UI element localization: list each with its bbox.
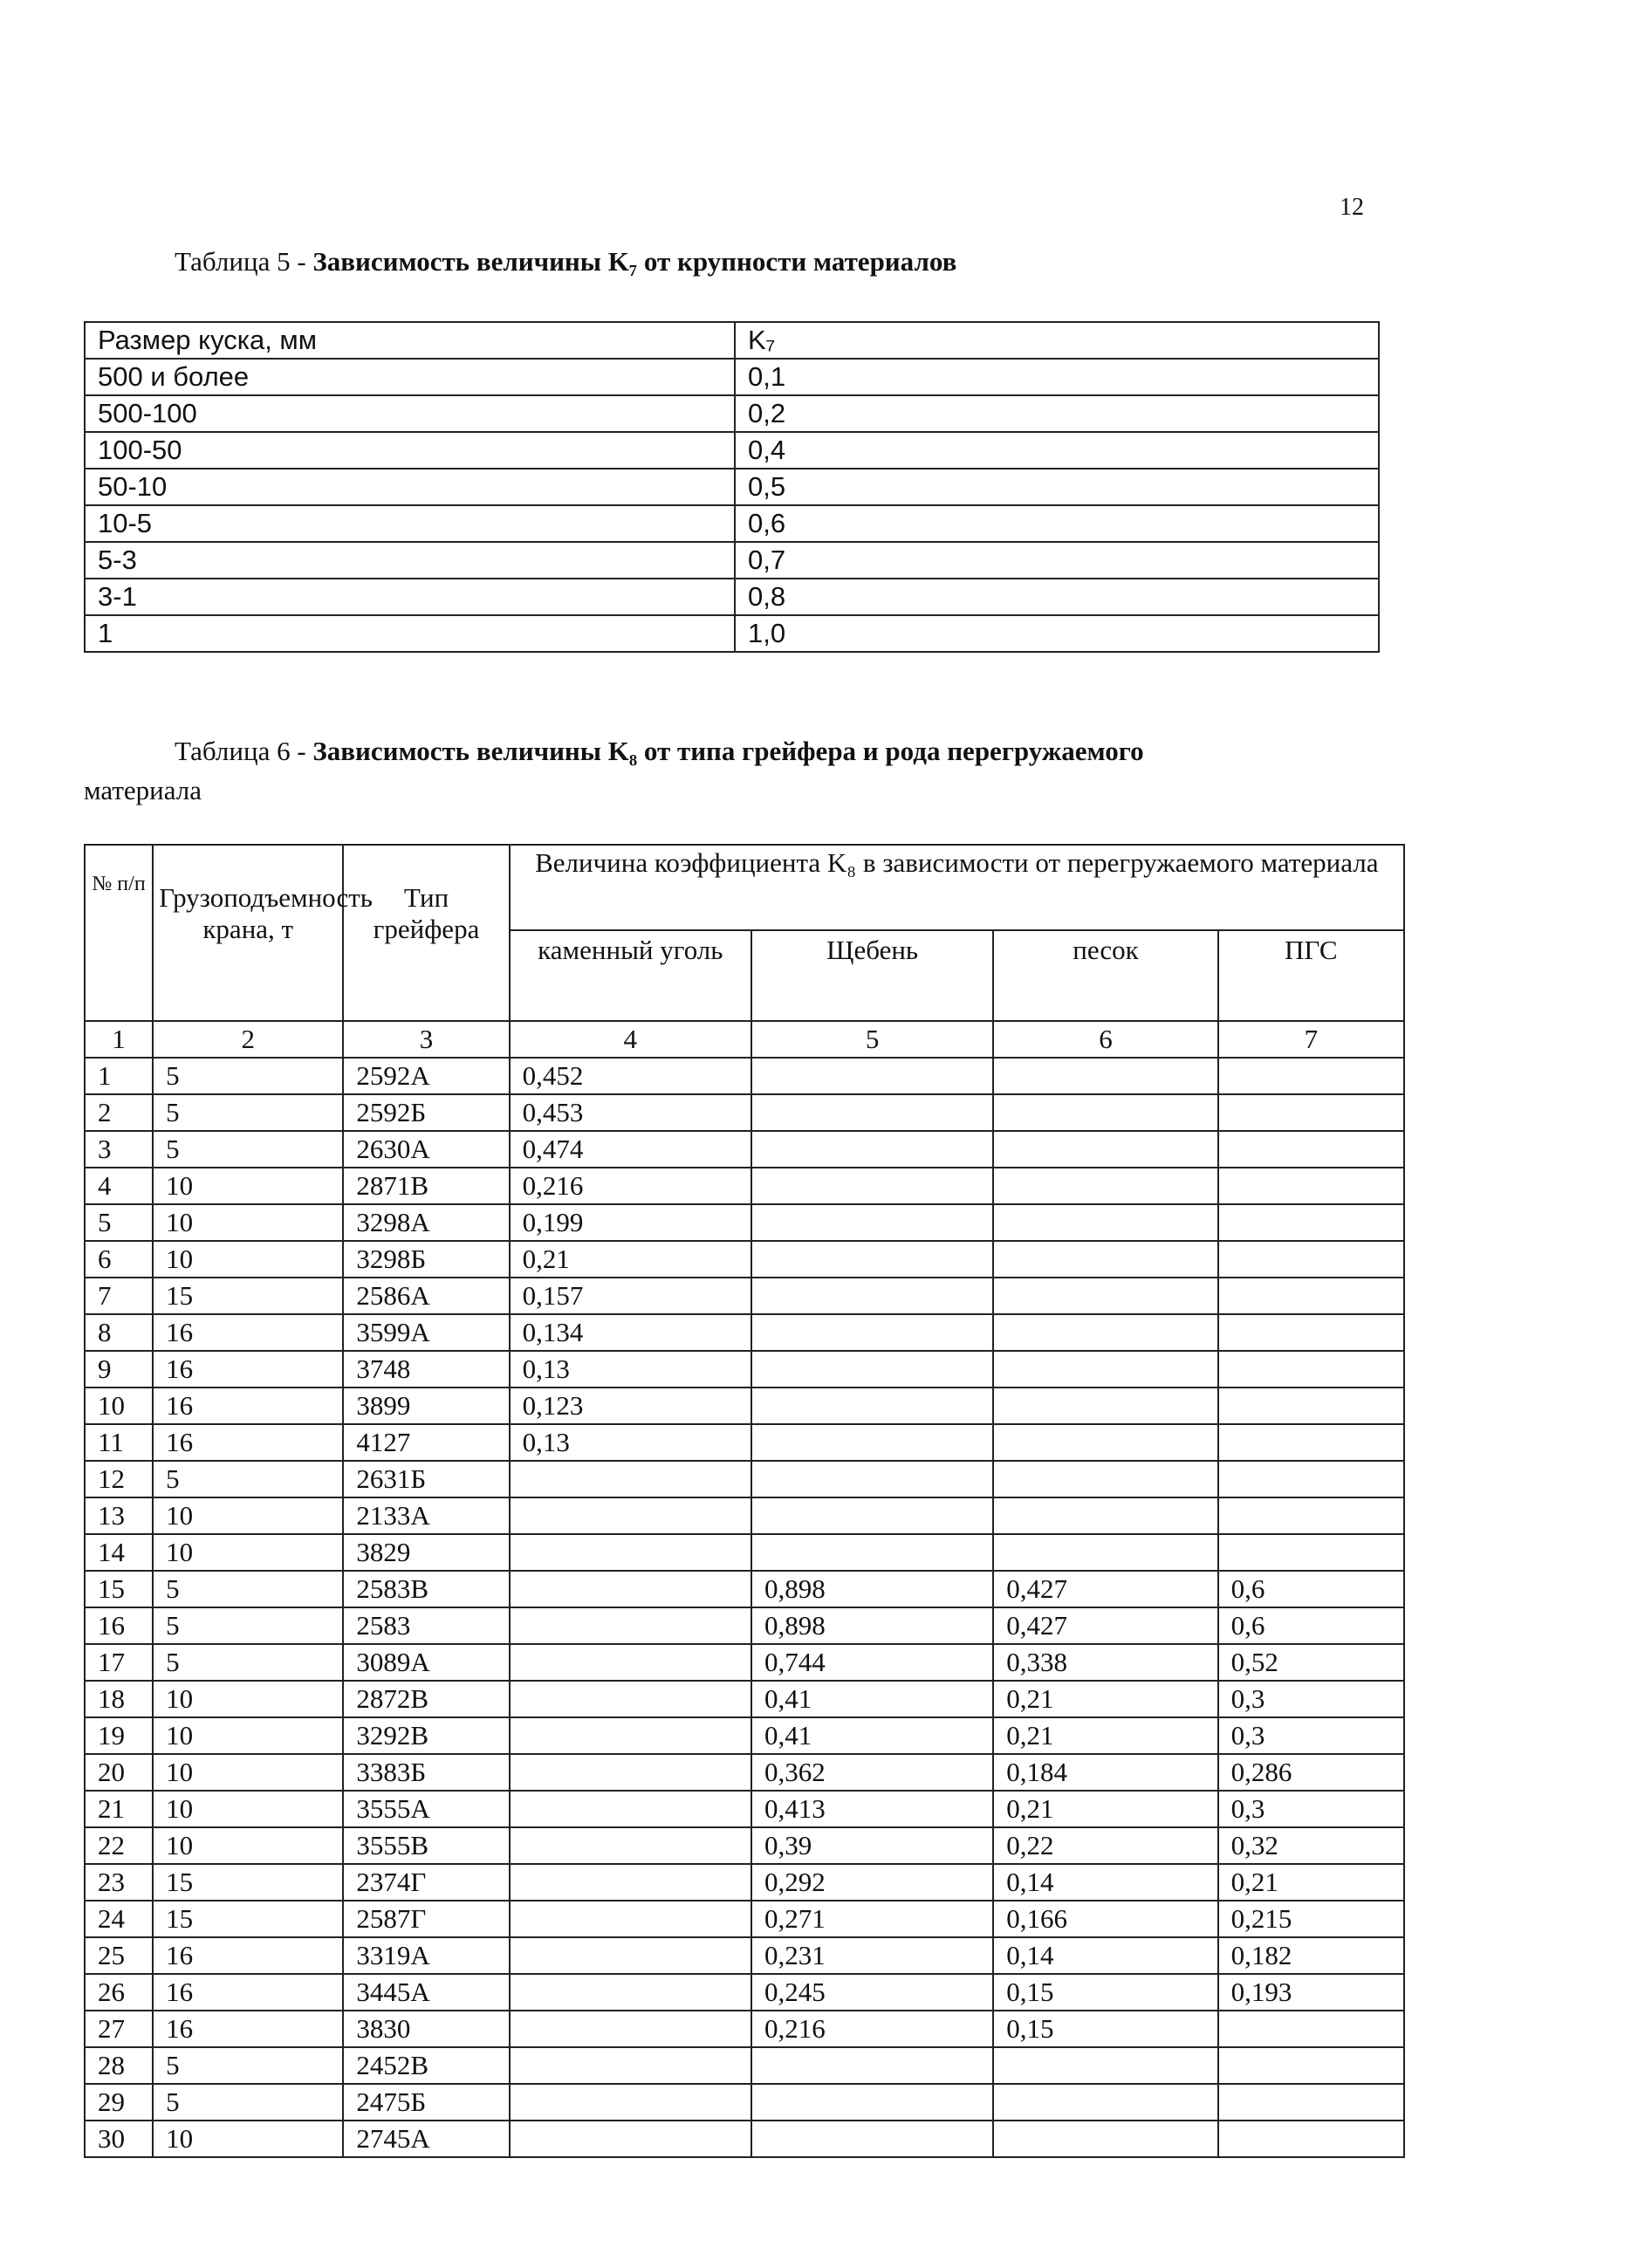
table6-cell-capacity: 10 <box>153 1204 343 1241</box>
table6-cell-num: 18 <box>85 1681 153 1717</box>
table6-cell-pgs: 0,6 <box>1218 1571 1404 1607</box>
table6-cell-coal <box>510 1864 751 1901</box>
table6-row <box>85 1717 1404 1754</box>
table6-cell-type: 3298A <box>343 1204 509 1241</box>
table6-cell-type: 3383Б <box>343 1754 509 1791</box>
table5-row <box>85 579 1379 615</box>
table6-header-num: № п/п <box>85 845 153 1021</box>
table6-cell-capacity: 5 <box>153 1607 343 1644</box>
table6-cell-coal <box>510 1571 751 1607</box>
table6-cell-pgs: 0,52 <box>1218 1644 1404 1681</box>
table6-cell-pgs: 0,3 <box>1218 1717 1404 1754</box>
table6-cell-pgs <box>1218 1241 1404 1278</box>
table6-cell-type: 2133A <box>343 1497 509 1534</box>
table6-cell-coal <box>510 1974 751 2011</box>
table6-cell-num: 12 <box>85 1461 153 1497</box>
table6-cell-pgs <box>1218 1058 1404 1094</box>
table6-cell-coal <box>510 2121 751 2157</box>
table6-cell-coal <box>510 1497 751 1534</box>
table6-cell-num: 13 <box>85 1497 153 1534</box>
table5-cell-size: 1 <box>85 615 735 652</box>
table6-cell-coal <box>510 1681 751 1717</box>
table6-cell-gravel: 0,898 <box>751 1607 993 1644</box>
table6-cell-pgs: 0,32 <box>1218 1827 1404 1864</box>
table6-cell-num: 26 <box>85 1974 153 2011</box>
table6-cell-type: 2630A <box>343 1131 509 1168</box>
table6-cell-num: 20 <box>85 1754 153 1791</box>
table6-row <box>85 1497 1404 1534</box>
table6-row <box>85 1754 1404 1791</box>
table6-cell-capacity: 5 <box>153 2084 343 2121</box>
table6-cell-coal <box>510 2047 751 2084</box>
table6-row <box>85 1534 1404 1571</box>
table5-header-row <box>85 322 1379 359</box>
table6-row <box>85 1791 1404 1827</box>
table6-cell-type: 2745A <box>343 2121 509 2157</box>
table6-cell-num: 30 <box>85 2121 153 2157</box>
table6-row <box>85 2121 1404 2157</box>
table6-cell-pgs <box>1218 1497 1404 1534</box>
table6-cell-gravel <box>751 1131 993 1168</box>
table6-cell-sand: 0,427 <box>993 1571 1217 1607</box>
table6-cell-num: 1 <box>85 1058 153 1094</box>
table6-cell-num: 19 <box>85 1717 153 1754</box>
table6-cell-pgs: 0,6 <box>1218 1607 1404 1644</box>
table6-row <box>85 2047 1404 2084</box>
table5-cell-k7: 0,8 <box>735 579 1379 615</box>
table5-row <box>85 615 1379 652</box>
table5 <box>84 321 1380 653</box>
table6-row <box>85 1571 1404 1607</box>
table6-column-number: 5 <box>751 1021 993 1058</box>
table6-cell-capacity: 16 <box>153 1351 343 1388</box>
table6-cell-coal <box>510 2084 751 2121</box>
table5-row <box>85 542 1379 579</box>
table6-cell-type: 2872B <box>343 1681 509 1717</box>
table5-row <box>85 359 1379 395</box>
table6-cell-pgs <box>1218 1131 1404 1168</box>
table6-cell-sand <box>993 1314 1217 1351</box>
table6-cell-type: 3292B <box>343 1717 509 1754</box>
table6-cell-sand: 0,21 <box>993 1681 1217 1717</box>
table6-cell-capacity: 15 <box>153 1901 343 1937</box>
table6-row <box>85 1388 1404 1424</box>
table6-cell-gravel <box>751 1094 993 1131</box>
table6-cell-sand <box>993 1058 1217 1094</box>
table6-cell-coal <box>510 1717 751 1754</box>
table5-header-k7: K₇ <box>735 322 1379 359</box>
table6-cell-type: 3599A <box>343 1314 509 1351</box>
table6-cell-pgs <box>1218 1424 1404 1461</box>
table6-cell-capacity: 10 <box>153 1497 343 1534</box>
table6-cell-pgs <box>1218 1461 1404 1497</box>
table6-cell-type: 4127 <box>343 1424 509 1461</box>
table6-cell-type: 3899 <box>343 1388 509 1424</box>
table6-cell-type: 2374Г <box>343 1864 509 1901</box>
table6-cell-sand <box>993 1534 1217 1571</box>
table6-cell-gravel: 0,41 <box>751 1681 993 1717</box>
table6-row <box>85 1241 1404 1278</box>
table5-caption-title: Зависимость величины K₇ от крупности материалов <box>312 246 957 277</box>
table6-row <box>85 1974 1404 2011</box>
table6-cell-num: 17 <box>85 1644 153 1681</box>
table5-cell-size: 100-50 <box>85 432 735 469</box>
table5-header-size: Размер куска, мм <box>85 322 735 359</box>
table5-cell-k7: 0,6 <box>735 505 1379 542</box>
table6-cell-num: 16 <box>85 1607 153 1644</box>
table6-cell-num: 21 <box>85 1791 153 1827</box>
table6-cell-type: 2475Б <box>343 2084 509 2121</box>
table6-cell-coal: 0,123 <box>510 1388 751 1424</box>
table6-cell-coal: 0,216 <box>510 1168 751 1204</box>
table6-cell-num: 15 <box>85 1571 153 1607</box>
table6-cell-capacity: 10 <box>153 1827 343 1864</box>
table6-row <box>85 1131 1404 1168</box>
table5-row <box>85 469 1379 505</box>
table6-cell-capacity: 5 <box>153 1094 343 1131</box>
table6-cell-capacity: 16 <box>153 1937 343 1974</box>
table6-row <box>85 1937 1404 1974</box>
table6-cell-gravel <box>751 1314 993 1351</box>
table6-cell-pgs <box>1218 2047 1404 2084</box>
table6-cell-type: 3829 <box>343 1534 509 1571</box>
table6-column-number: 7 <box>1218 1021 1404 1058</box>
table6-cell-num: 7 <box>85 1278 153 1314</box>
table6-cell-num: 28 <box>85 2047 153 2084</box>
table6-cell-gravel: 0,898 <box>751 1571 993 1607</box>
table6-cell-capacity: 5 <box>153 1644 343 1681</box>
table6-cell-coal <box>510 2011 751 2047</box>
table6-column-number: 4 <box>510 1021 751 1058</box>
table6-cell-gravel: 0,362 <box>751 1754 993 1791</box>
table6-cell-capacity: 10 <box>153 1717 343 1754</box>
table6-cell-num: 29 <box>85 2084 153 2121</box>
table6-cell-pgs <box>1218 1388 1404 1424</box>
table6-row <box>85 1424 1404 1461</box>
table6-cell-gravel <box>751 1241 993 1278</box>
table6-cell-sand <box>993 1351 1217 1388</box>
table6-cell-type: 3319A <box>343 1937 509 1974</box>
table6-cell-sand: 0,184 <box>993 1754 1217 1791</box>
table6-row <box>85 1351 1404 1388</box>
table6 <box>84 844 1405 2158</box>
table6-cell-capacity: 16 <box>153 1314 343 1351</box>
table6-cell-coal <box>510 1827 751 1864</box>
table6-cell-sand <box>993 2047 1217 2084</box>
table6-cell-coal: 0,199 <box>510 1204 751 1241</box>
table6-cell-num: 11 <box>85 1424 153 1461</box>
table5-cell-k7: 1,0 <box>735 615 1379 652</box>
table6-cell-pgs <box>1218 1314 1404 1351</box>
table6-cell-pgs <box>1218 1168 1404 1204</box>
table6-row <box>85 1901 1404 1937</box>
table6-cell-sand <box>993 1094 1217 1131</box>
table6-cell-pgs <box>1218 1534 1404 1571</box>
table6-cell-pgs <box>1218 1351 1404 1388</box>
table5-cell-k7: 0,1 <box>735 359 1379 395</box>
table6-cell-sand: 0,14 <box>993 1937 1217 1974</box>
table6-cell-type: 2583 <box>343 1607 509 1644</box>
table6-cell-coal: 0,13 <box>510 1424 751 1461</box>
table6-cell-pgs: 0,182 <box>1218 1937 1404 1974</box>
table6-row <box>85 1278 1404 1314</box>
table6-row <box>85 2084 1404 2121</box>
table6-cell-num: 27 <box>85 2011 153 2047</box>
table6-cell-sand <box>993 1497 1217 1534</box>
table6-cell-type: 2587Г <box>343 1901 509 1937</box>
table6-cell-coal <box>510 1901 751 1937</box>
table6-cell-num: 9 <box>85 1351 153 1388</box>
table6-cell-num: 23 <box>85 1864 153 1901</box>
table6-cell-pgs: 0,215 <box>1218 1901 1404 1937</box>
table6-cell-gravel <box>751 2047 993 2084</box>
table6-cell-gravel <box>751 1388 993 1424</box>
table6-cell-sand: 0,166 <box>993 1901 1217 1937</box>
table6-cell-num: 25 <box>85 1937 153 1974</box>
table6-cell-pgs <box>1218 2121 1404 2157</box>
table6-cell-type: 3555B <box>343 1827 509 1864</box>
table6-cell-sand <box>993 1461 1217 1497</box>
table5-row <box>85 432 1379 469</box>
table6-cell-num: 5 <box>85 1204 153 1241</box>
table6-cell-gravel <box>751 2084 993 2121</box>
table6-cell-capacity: 10 <box>153 2121 343 2157</box>
table6-caption-title: Зависимость величины K₈ от типа грейфера и рода перегружаемого <box>312 736 1144 766</box>
table6-cell-gravel <box>751 1497 993 1534</box>
table6-cell-sand <box>993 1424 1217 1461</box>
table6-column-numbers <box>85 1021 1404 1058</box>
table5-cell-k7: 0,5 <box>735 469 1379 505</box>
table6-cell-num: 2 <box>85 1094 153 1131</box>
table6-cell-sand <box>993 1131 1217 1168</box>
table6-header-sand: песок <box>993 930 1217 1021</box>
table6-cell-type: 3445A <box>343 1974 509 2011</box>
table6-cell-capacity: 15 <box>153 1278 343 1314</box>
table5-cell-k7: 0,4 <box>735 432 1379 469</box>
table6-cell-sand <box>993 1241 1217 1278</box>
table6-cell-type: 3748 <box>343 1351 509 1388</box>
table6-cell-coal <box>510 1644 751 1681</box>
table6-cell-capacity: 10 <box>153 1791 343 1827</box>
table6-cell-capacity: 5 <box>153 1058 343 1094</box>
table6-header-pgs: ПГС <box>1218 930 1404 1021</box>
table6-row <box>85 1204 1404 1241</box>
table6-cell-coal: 0,452 <box>510 1058 751 1094</box>
table6-cell-coal <box>510 1791 751 1827</box>
table5-cell-size: 50-10 <box>85 469 735 505</box>
table5-cell-k7: 0,2 <box>735 395 1379 432</box>
table6-cell-coal <box>510 1461 751 1497</box>
table6-cell-num: 14 <box>85 1534 153 1571</box>
table6-cell-num: 3 <box>85 1131 153 1168</box>
table6-cell-num: 4 <box>85 1168 153 1204</box>
table6-cell-type: 2586A <box>343 1278 509 1314</box>
table6-cell-capacity: 10 <box>153 1681 343 1717</box>
table6-cell-capacity: 5 <box>153 2047 343 2084</box>
table6-cell-sand <box>993 1204 1217 1241</box>
table6-cell-gravel <box>751 1351 993 1388</box>
table6-cell-type: 3830 <box>343 2011 509 2047</box>
table6-header-gravel: Щебень <box>751 930 993 1021</box>
table6-cell-capacity: 16 <box>153 2011 343 2047</box>
table6-cell-pgs: 0,3 <box>1218 1681 1404 1717</box>
table6-cell-coal: 0,453 <box>510 1094 751 1131</box>
table5-caption <box>175 246 956 278</box>
table6-cell-gravel <box>751 1058 993 1094</box>
table6-cell-sand: 0,427 <box>993 1607 1217 1644</box>
table6-cell-sand <box>993 1168 1217 1204</box>
table6-cell-capacity: 10 <box>153 1241 343 1278</box>
table6-cell-gravel: 0,39 <box>751 1827 993 1864</box>
table6-row <box>85 1168 1404 1204</box>
table6-cell-coal <box>510 1754 751 1791</box>
table6-cell-coal <box>510 1607 751 1644</box>
table6-row <box>85 1058 1404 1094</box>
table6-cell-sand: 0,338 <box>993 1644 1217 1681</box>
table6-cell-type: 2871B <box>343 1168 509 1204</box>
table6-cell-pgs <box>1218 2011 1404 2047</box>
table6-cell-pgs: 0,3 <box>1218 1791 1404 1827</box>
table6-cell-type: 3089A <box>343 1644 509 1681</box>
table6-cell-coal: 0,134 <box>510 1314 751 1351</box>
table6-cell-num: 10 <box>85 1388 153 1424</box>
table6-cell-pgs: 0,286 <box>1218 1754 1404 1791</box>
table6-cell-capacity: 10 <box>153 1754 343 1791</box>
table6-cell-sand <box>993 1278 1217 1314</box>
table6-column-number: 1 <box>85 1021 153 1058</box>
table6-cell-sand: 0,15 <box>993 2011 1217 2047</box>
table6-cell-gravel: 0,292 <box>751 1864 993 1901</box>
table6-cell-type: 2452B <box>343 2047 509 2084</box>
table6-cell-sand <box>993 1388 1217 1424</box>
table6-row <box>85 1681 1404 1717</box>
table6-cell-pgs: 0,193 <box>1218 1974 1404 2011</box>
table6-cell-capacity: 16 <box>153 1424 343 1461</box>
table6-cell-capacity: 5 <box>153 1131 343 1168</box>
table5-cell-size: 500-100 <box>85 395 735 432</box>
table5-row <box>85 395 1379 432</box>
table6-cell-sand: 0,21 <box>993 1717 1217 1754</box>
table6-cell-coal: 0,474 <box>510 1131 751 1168</box>
table6-row <box>85 1827 1404 1864</box>
table6-cell-capacity: 10 <box>153 1534 343 1571</box>
table6-cell-coal: 0,21 <box>510 1241 751 1278</box>
table6-header-coal: каменный уголь <box>510 930 751 1021</box>
table6-cell-gravel <box>751 1534 993 1571</box>
table6-cell-capacity: 15 <box>153 1864 343 1901</box>
table6-cell-num: 22 <box>85 1827 153 1864</box>
table6-row <box>85 1094 1404 1131</box>
table6-caption-prefix: Таблица 6 - <box>175 736 313 766</box>
table5-cell-size: 3-1 <box>85 579 735 615</box>
table6-row <box>85 1314 1404 1351</box>
table6-cell-type: 3555A <box>343 1791 509 1827</box>
table6-cell-sand: 0,15 <box>993 1974 1217 2011</box>
table6-header-type: Тип грейфера <box>343 845 509 1021</box>
table6-cell-gravel: 0,744 <box>751 1644 993 1681</box>
table6-cell-gravel: 0,413 <box>751 1791 993 1827</box>
table6-cell-capacity: 16 <box>153 1388 343 1424</box>
table6-cell-type: 3298Б <box>343 1241 509 1278</box>
table6-caption <box>175 736 1366 767</box>
table6-cell-pgs <box>1218 2084 1404 2121</box>
table6-header-row-1 <box>85 845 1404 930</box>
table6-cell-num: 8 <box>85 1314 153 1351</box>
table6-cell-gravel <box>751 1278 993 1314</box>
table6-row <box>85 1644 1404 1681</box>
table6-cell-capacity: 10 <box>153 1168 343 1204</box>
table6-column-number: 6 <box>993 1021 1217 1058</box>
table6-cell-gravel <box>751 1424 993 1461</box>
table6-cell-pgs <box>1218 1094 1404 1131</box>
table5-caption-prefix: Таблица 5 - <box>175 246 313 277</box>
table6-row <box>85 2011 1404 2047</box>
table6-cell-capacity: 5 <box>153 1571 343 1607</box>
table6-cell-gravel: 0,245 <box>751 1974 993 2011</box>
page-number: 12 <box>1340 194 1364 221</box>
table6-cell-gravel: 0,216 <box>751 2011 993 2047</box>
table6-cell-gravel: 0,231 <box>751 1937 993 1974</box>
table6-cell-sand <box>993 2084 1217 2121</box>
table6-cell-coal <box>510 1937 751 1974</box>
table5-cell-size: 500 и более <box>85 359 735 395</box>
table6-cell-gravel <box>751 1168 993 1204</box>
table6-cell-coal <box>510 1534 751 1571</box>
table6-cell-sand: 0,14 <box>993 1864 1217 1901</box>
table6-cell-type: 2592Б <box>343 1094 509 1131</box>
table6-cell-capacity: 16 <box>153 1974 343 2011</box>
table6-cell-sand <box>993 2121 1217 2157</box>
table6-cell-gravel <box>751 2121 993 2157</box>
table6-cell-coal: 0,157 <box>510 1278 751 1314</box>
table6-cell-type: 2592A <box>343 1058 509 1094</box>
table6-cell-pgs <box>1218 1278 1404 1314</box>
table6-cell-pgs <box>1218 1204 1404 1241</box>
table6-cell-sand: 0,21 <box>993 1791 1217 1827</box>
table6-row <box>85 1461 1404 1497</box>
table6-column-number: 3 <box>343 1021 509 1058</box>
table5-cell-k7: 0,7 <box>735 542 1379 579</box>
table6-cell-gravel: 0,271 <box>751 1901 993 1937</box>
table6-cell-num: 24 <box>85 1901 153 1937</box>
table6-cell-capacity: 5 <box>153 1461 343 1497</box>
table5-row <box>85 505 1379 542</box>
table6-header-group: Величина коэффициента K₈ в зависимости от перегружаемого материала <box>510 845 1404 930</box>
table6-cell-coal: 0,13 <box>510 1351 751 1388</box>
table6-cell-gravel: 0,41 <box>751 1717 993 1754</box>
table6-cell-type: 2631Б <box>343 1461 509 1497</box>
table6-row <box>85 1607 1404 1644</box>
table5-cell-size: 10-5 <box>85 505 735 542</box>
table6-caption-continuation: материала <box>84 775 202 805</box>
table6-row <box>85 1864 1404 1901</box>
table6-header-capacity: Грузоподъемность крана, т <box>153 845 343 1021</box>
table5-cell-size: 5-3 <box>85 542 735 579</box>
table6-cell-sand: 0,22 <box>993 1827 1217 1864</box>
table6-cell-gravel <box>751 1461 993 1497</box>
table6-cell-type: 2583B <box>343 1571 509 1607</box>
table6-cell-gravel <box>751 1204 993 1241</box>
table6-cell-pgs: 0,21 <box>1218 1864 1404 1901</box>
table6-cell-num: 6 <box>85 1241 153 1278</box>
table6-column-number: 2 <box>153 1021 343 1058</box>
